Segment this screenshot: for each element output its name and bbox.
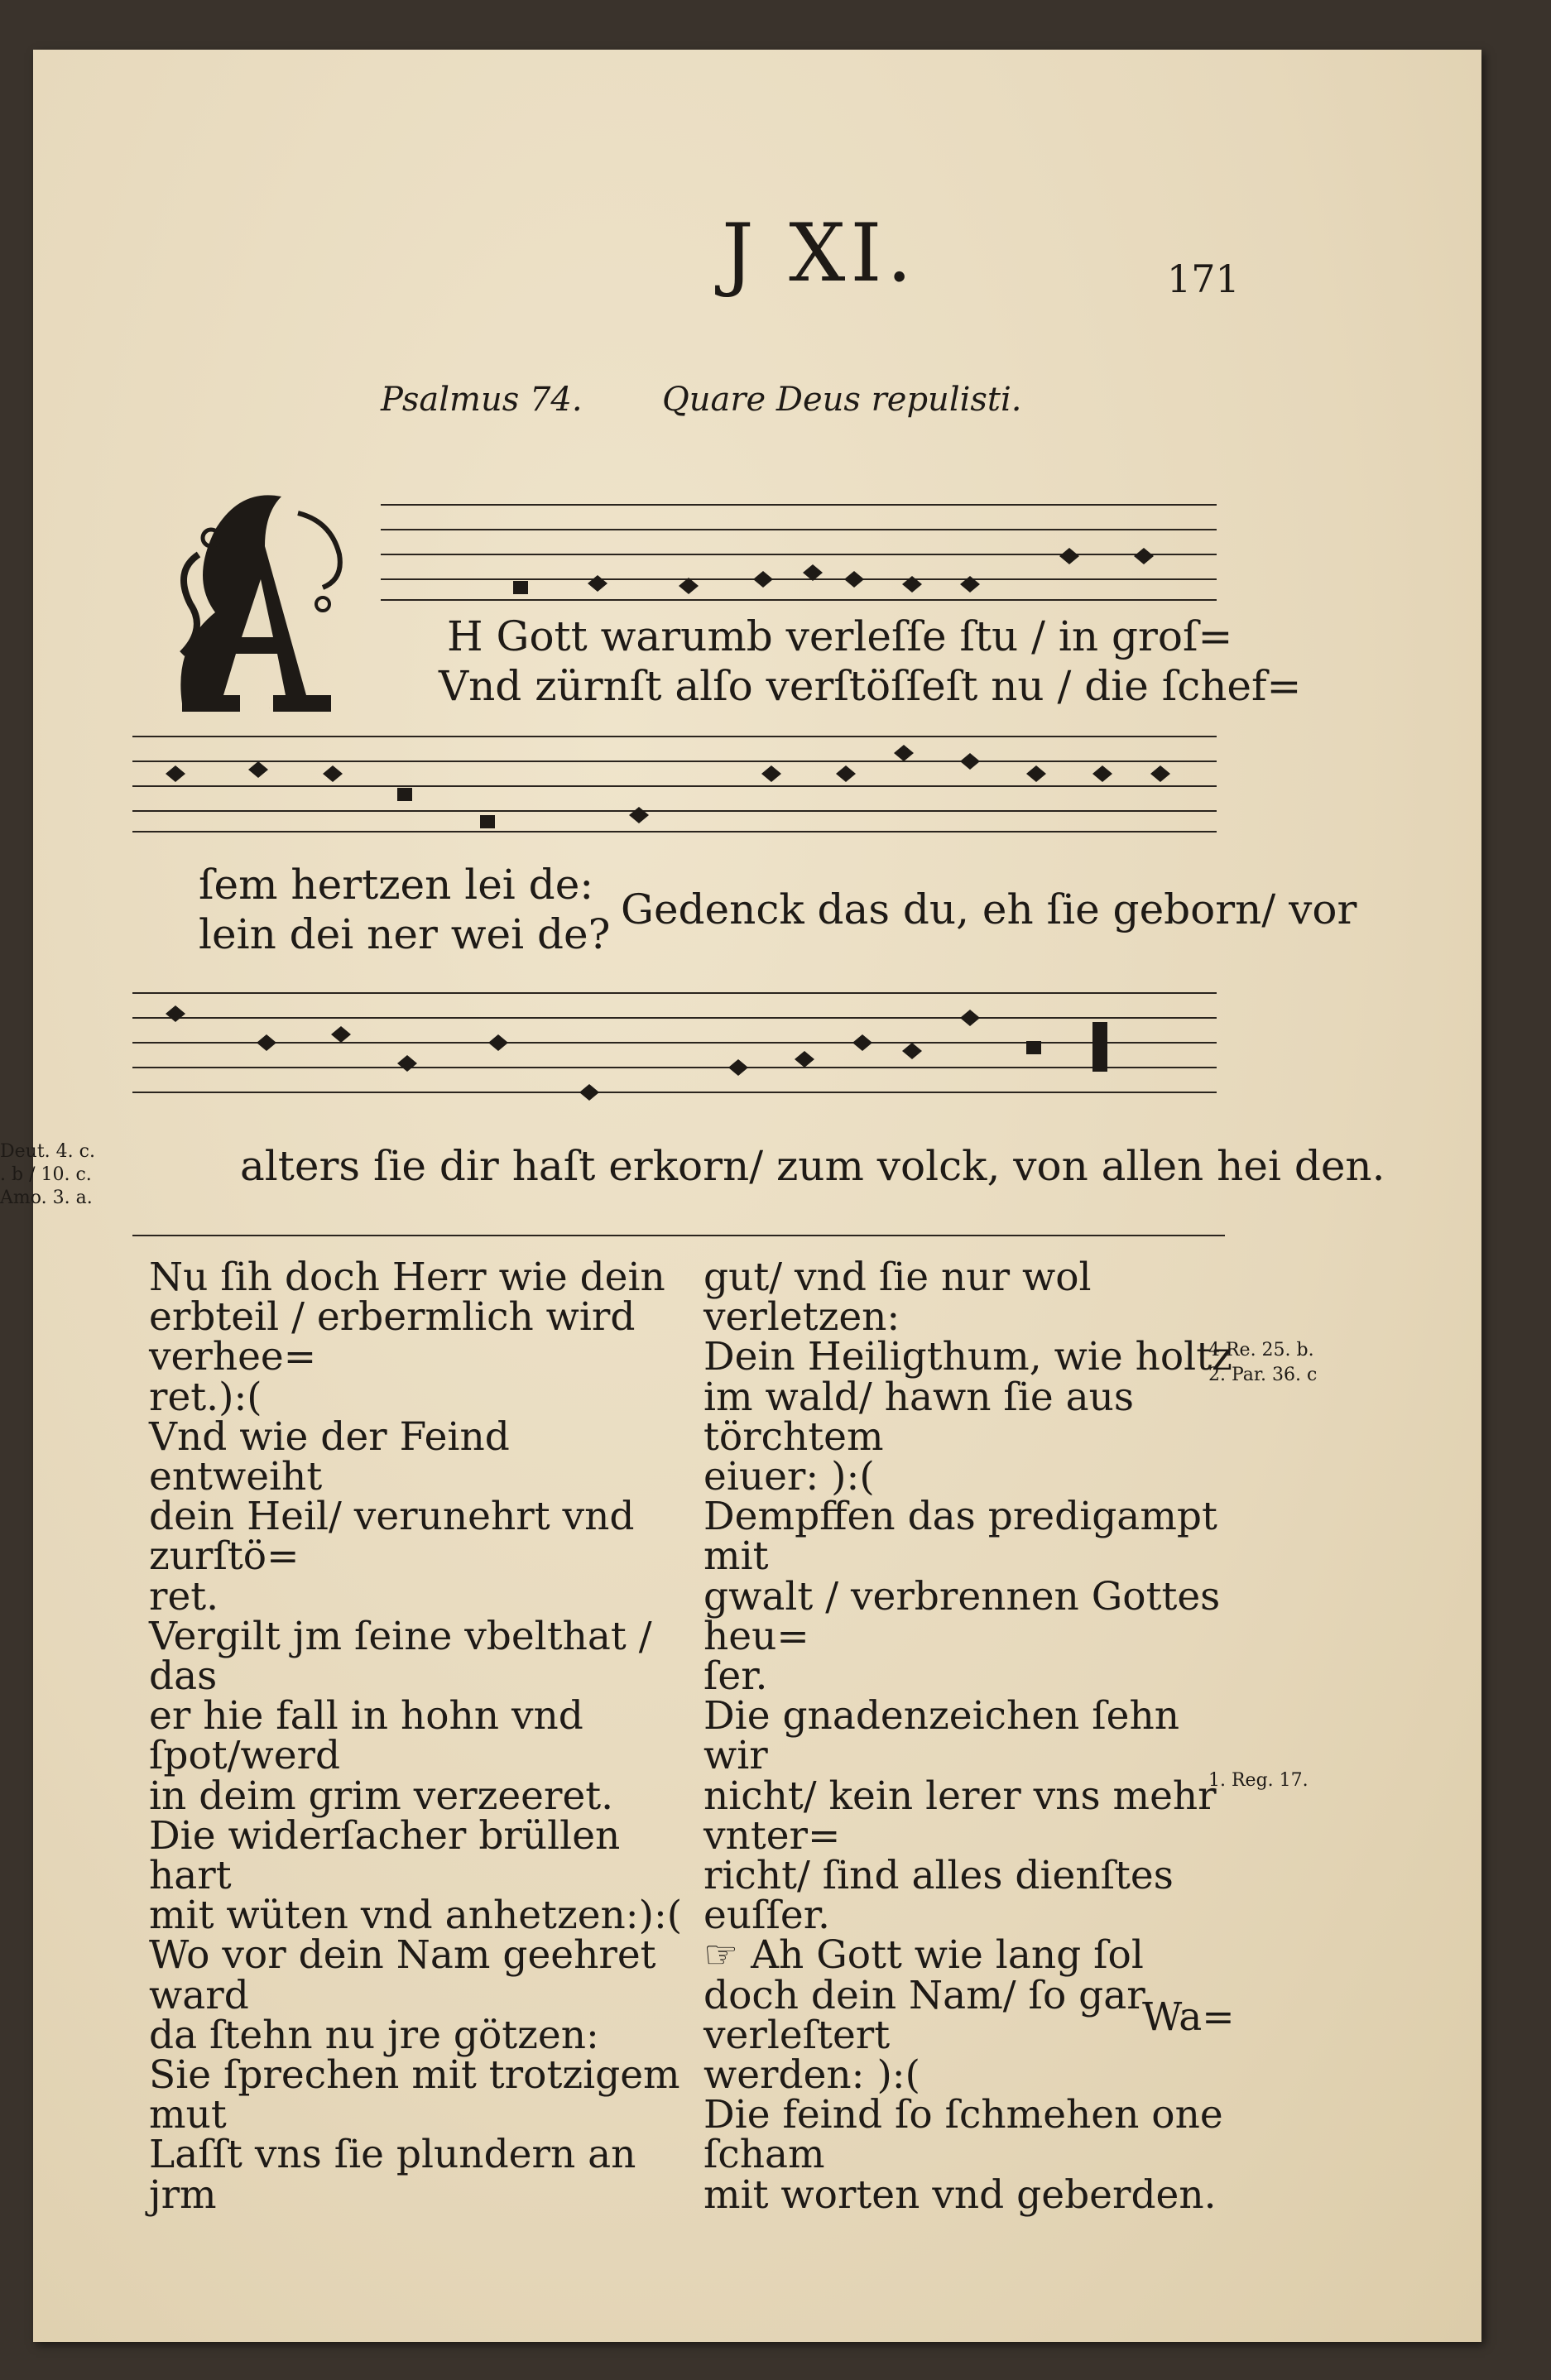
margin-note: 1. Reg. 17. bbox=[1208, 1770, 1309, 1791]
verse-line: mit worten vnd geberden. bbox=[703, 2171, 1217, 2218]
margin-note: Amo. 3. a. bbox=[0, 1188, 93, 1208]
lyric-line: H Gott warumb verleſſe ſtu / in groſ= bbox=[447, 612, 1233, 660]
verse-line: Wo vor dein Nam geehret ward bbox=[149, 1932, 656, 2018]
verse-line: Laſſt vns ſie plundern an jrm bbox=[149, 2132, 636, 2218]
divider bbox=[132, 1235, 1225, 1236]
verse-line: Die feind ſo ſchmehen one ſcham bbox=[703, 2092, 1223, 2178]
verse-line: Dein Heiligthum, wie holtz bbox=[703, 1334, 1232, 1380]
verse-line: er hie fall in hohn vnd ſpot/werd bbox=[149, 1693, 583, 1779]
catchword: Wa= bbox=[1142, 1994, 1235, 2040]
verse-line: eiuer: ):( bbox=[703, 1454, 875, 1500]
verse-line: gwalt / verbrennen Gottes heu= bbox=[703, 1573, 1221, 1659]
verse-column-left bbox=[149, 1255, 687, 2218]
verse-line: gut/ vnd ſie nur wol verletzen: bbox=[703, 1255, 1092, 1341]
psalm-number: Psalmus 74. bbox=[381, 381, 583, 419]
running-head: J XI. bbox=[722, 207, 917, 300]
verse-line: doch dein Nam/ ſo gar verleſtert bbox=[703, 1972, 1145, 2058]
lyric-line: Gedenck das du, eh ſie geborn/ vor bbox=[621, 885, 1357, 933]
verse-line: Sie ſprechen mit trotzigem mut bbox=[149, 2052, 680, 2138]
verse-line: in deim grim verzeeret. bbox=[149, 1773, 614, 1819]
music-staff bbox=[381, 497, 1217, 604]
lyric-line: alters ſie dir haſt erkorn/ zum volck, von allen hei den. bbox=[240, 1142, 1385, 1190]
verse-line: da ſtehn nu jre götzen: bbox=[149, 2012, 599, 2058]
lyric-line: Vnd zürnſt alſo verſtöſſeſt nu / die ſchef= bbox=[439, 662, 1302, 710]
lyric-line: lein dei ner wei de? bbox=[199, 910, 611, 958]
margin-note: Deut. 4. c. bbox=[0, 1141, 95, 1162]
verse-column-right bbox=[703, 1255, 1241, 2218]
verse-line: Die widerſacher brüllen hart bbox=[149, 1812, 621, 1899]
verse-line: ret. bbox=[149, 1573, 219, 1619]
verse-line: werden: ):( bbox=[703, 2052, 920, 2099]
verse-line: im wald/ hawn ſie aus törchtem bbox=[703, 1374, 1135, 1460]
verse-line: Vergilt jm ſeine vbelthat / das bbox=[149, 1613, 652, 1700]
initial-letter: A bbox=[269, 708, 270, 709]
verse-line: ☞ Ah Gott wie lang ſol bbox=[703, 1932, 1144, 1979]
margin-note: 2. Par. 36. c bbox=[1208, 1365, 1318, 1385]
verse-line: ſer. bbox=[703, 1653, 768, 1700]
margin-note: 4 Re. 25. b. bbox=[1208, 1340, 1314, 1360]
verse-line: Die gnadenzeichen ſehn wir bbox=[703, 1693, 1179, 1779]
page-number: 171 bbox=[1167, 257, 1240, 301]
verse-line: ret.):( bbox=[149, 1374, 262, 1420]
music-staff bbox=[132, 728, 1217, 836]
verse-line: Nu ſih doch Herr wie dein bbox=[149, 1255, 665, 1300]
verse-line: Vnd wie der Feind entweiht bbox=[149, 1413, 510, 1500]
decorated-initial bbox=[166, 480, 356, 720]
verse-line: erbteil / erbermlich wird verhee= bbox=[149, 1294, 636, 1380]
music-staff bbox=[132, 976, 1217, 1101]
book-page bbox=[0, 50, 1481, 2342]
verse-line: mit wüten vnd anhetzen:):( bbox=[149, 1893, 683, 1939]
verse-line: dein Heil/ verunehrt vnd zurſtö= bbox=[149, 1494, 635, 1580]
verse-line: nicht/ kein lerer vns mehr vnter= bbox=[703, 1773, 1217, 1859]
psalm-title: Quare Deus repulisti. bbox=[662, 381, 1022, 419]
margin-note: . b / 10. c. bbox=[0, 1164, 92, 1185]
verse-line: richt/ ſind alles dienſtes euſſer. bbox=[703, 1853, 1174, 1939]
verse-line: Dempffen das predigampt mit bbox=[703, 1494, 1217, 1580]
lyric-line: ſem hertzen lei de: bbox=[199, 861, 594, 909]
